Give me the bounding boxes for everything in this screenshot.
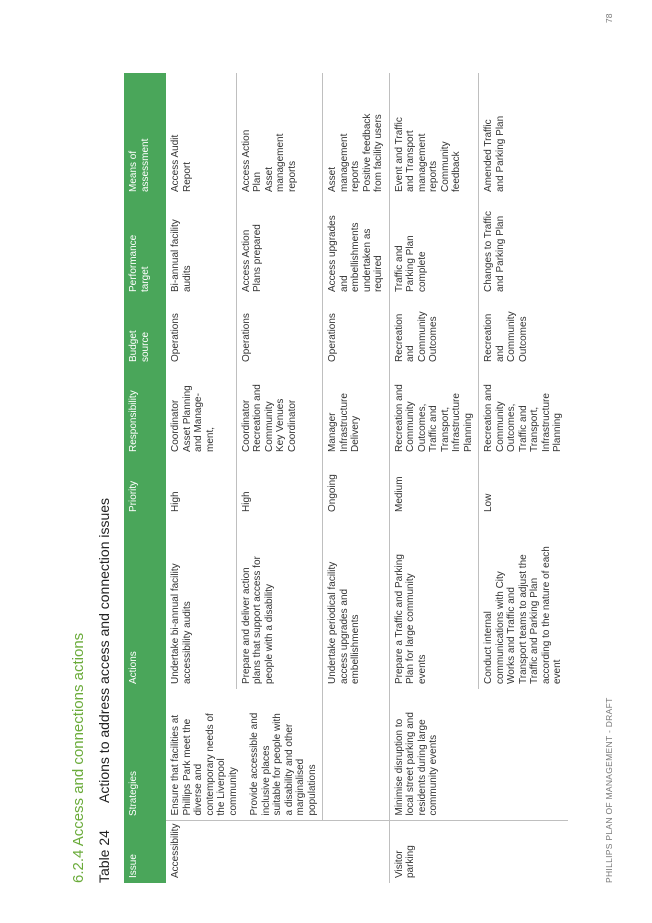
priority-cell: High [170, 491, 181, 512]
responsibility-cell: Recreation and Community Outcomes, Traffic and Transport, Infrastructure Planning [389, 367, 479, 457]
strategy-cell [166, 689, 323, 821]
action-cell: Prepare and deliver action plans that support access for people with a disability [236, 517, 322, 689]
action-cell: Conduct internal communications with City Works and Traffic and Transport teams to adjust the Traffic and Parking Plan according to the nature of each event [479, 517, 568, 689]
table-title: Actions to address access and connection issues [96, 497, 112, 803]
table-row [389, 73, 479, 883]
section-heading: 6.2.4 Access and connections actions [70, 632, 87, 883]
priority-cell: Low [479, 457, 568, 517]
table-label: Table 24 [96, 830, 112, 883]
target-cell: Changes to Traffic and Parking Plan [479, 197, 568, 297]
action-cell: Prepare a Traffic and Parking Plan for large community events [389, 517, 479, 689]
table-row [166, 73, 236, 883]
footer-text: PHILLIPS PLAN OF MANAGEMENT - DRAFT [604, 697, 614, 883]
target-cell: Access upgrades and embellishments undertaken as required [323, 197, 390, 297]
strategy-cell [323, 689, 390, 821]
col-header-budget-source: Budget source [124, 297, 166, 367]
responsibility-cell: Manager Infrastructure Delivery [323, 367, 390, 457]
target-cell: Traffic and Parking Plan complete [389, 197, 479, 297]
action-cell: Undertake periodical facility access upgrades and embellishments [323, 517, 390, 689]
means-cell: Access Action Plan Asset management reports [236, 73, 322, 197]
means-cell: Asset management reports Positive feedback from facility users [323, 73, 390, 197]
priority-cell: Ongoing [323, 457, 390, 517]
table-header-row [124, 73, 166, 883]
budget-cell: Operations [170, 313, 181, 362]
table-row [323, 73, 390, 883]
col-header-responsibility: Responsibility [124, 367, 166, 457]
strategy-cell: Minimise disruption to local street parking and residents during large community events [389, 689, 568, 821]
priority-cell: Medium [389, 457, 479, 517]
table-caption [96, 498, 112, 883]
issue-cell: Visitor parking [389, 821, 568, 883]
strategy-text: Provide accessible and inclusive places suitable for people with a disability and other marginalised populations [249, 712, 318, 816]
col-header-actions: Actions [124, 517, 166, 689]
target-cell: Access Action Plans prepared [236, 197, 322, 297]
col-header-priority: Priority [124, 457, 166, 517]
col-header-means-of-assessment: Means of assessment [124, 73, 166, 197]
action-cell: Undertake bi-annual facility accessibility audits [170, 563, 193, 684]
budget-cell: Recreation and Community Outcomes [389, 297, 479, 367]
means-cell: Amended Traffic and Parking Plan [479, 73, 568, 197]
responsibility-cell: Coordinator Asset Planning and Manage- ment, [170, 385, 216, 452]
responsibility-cell: Coordinator Recreation and Community Key Venues Coordinator [236, 367, 322, 457]
means-cell: Access Audit Report [170, 134, 193, 192]
col-header-strategies: Strategies [124, 689, 166, 821]
means-cell: Event and Traffic and Transport management reports Community feedback [389, 73, 479, 197]
budget-cell: Operations [236, 297, 322, 367]
page-number: 78 [604, 13, 614, 23]
actions-table [124, 73, 568, 883]
budget-cell: Operations [323, 297, 390, 367]
target-cell: Bi-annual facility audits [170, 219, 193, 292]
col-header-issue: Issue [124, 821, 166, 883]
issue-cell: Accessibility [166, 821, 389, 883]
responsibility-cell: Recreation and Community Outcomes, Traffic and Transport, Infrastructure Planning [479, 367, 568, 457]
priority-cell: High [236, 457, 322, 517]
strategy-text: Ensure that facilities at Phillips Park meet the diverse and contemporary needs of the Liverpool community [170, 713, 239, 816]
col-header-performance-target: Performance target [124, 197, 166, 297]
budget-cell: Recreation and Community Outcomes [479, 297, 568, 367]
